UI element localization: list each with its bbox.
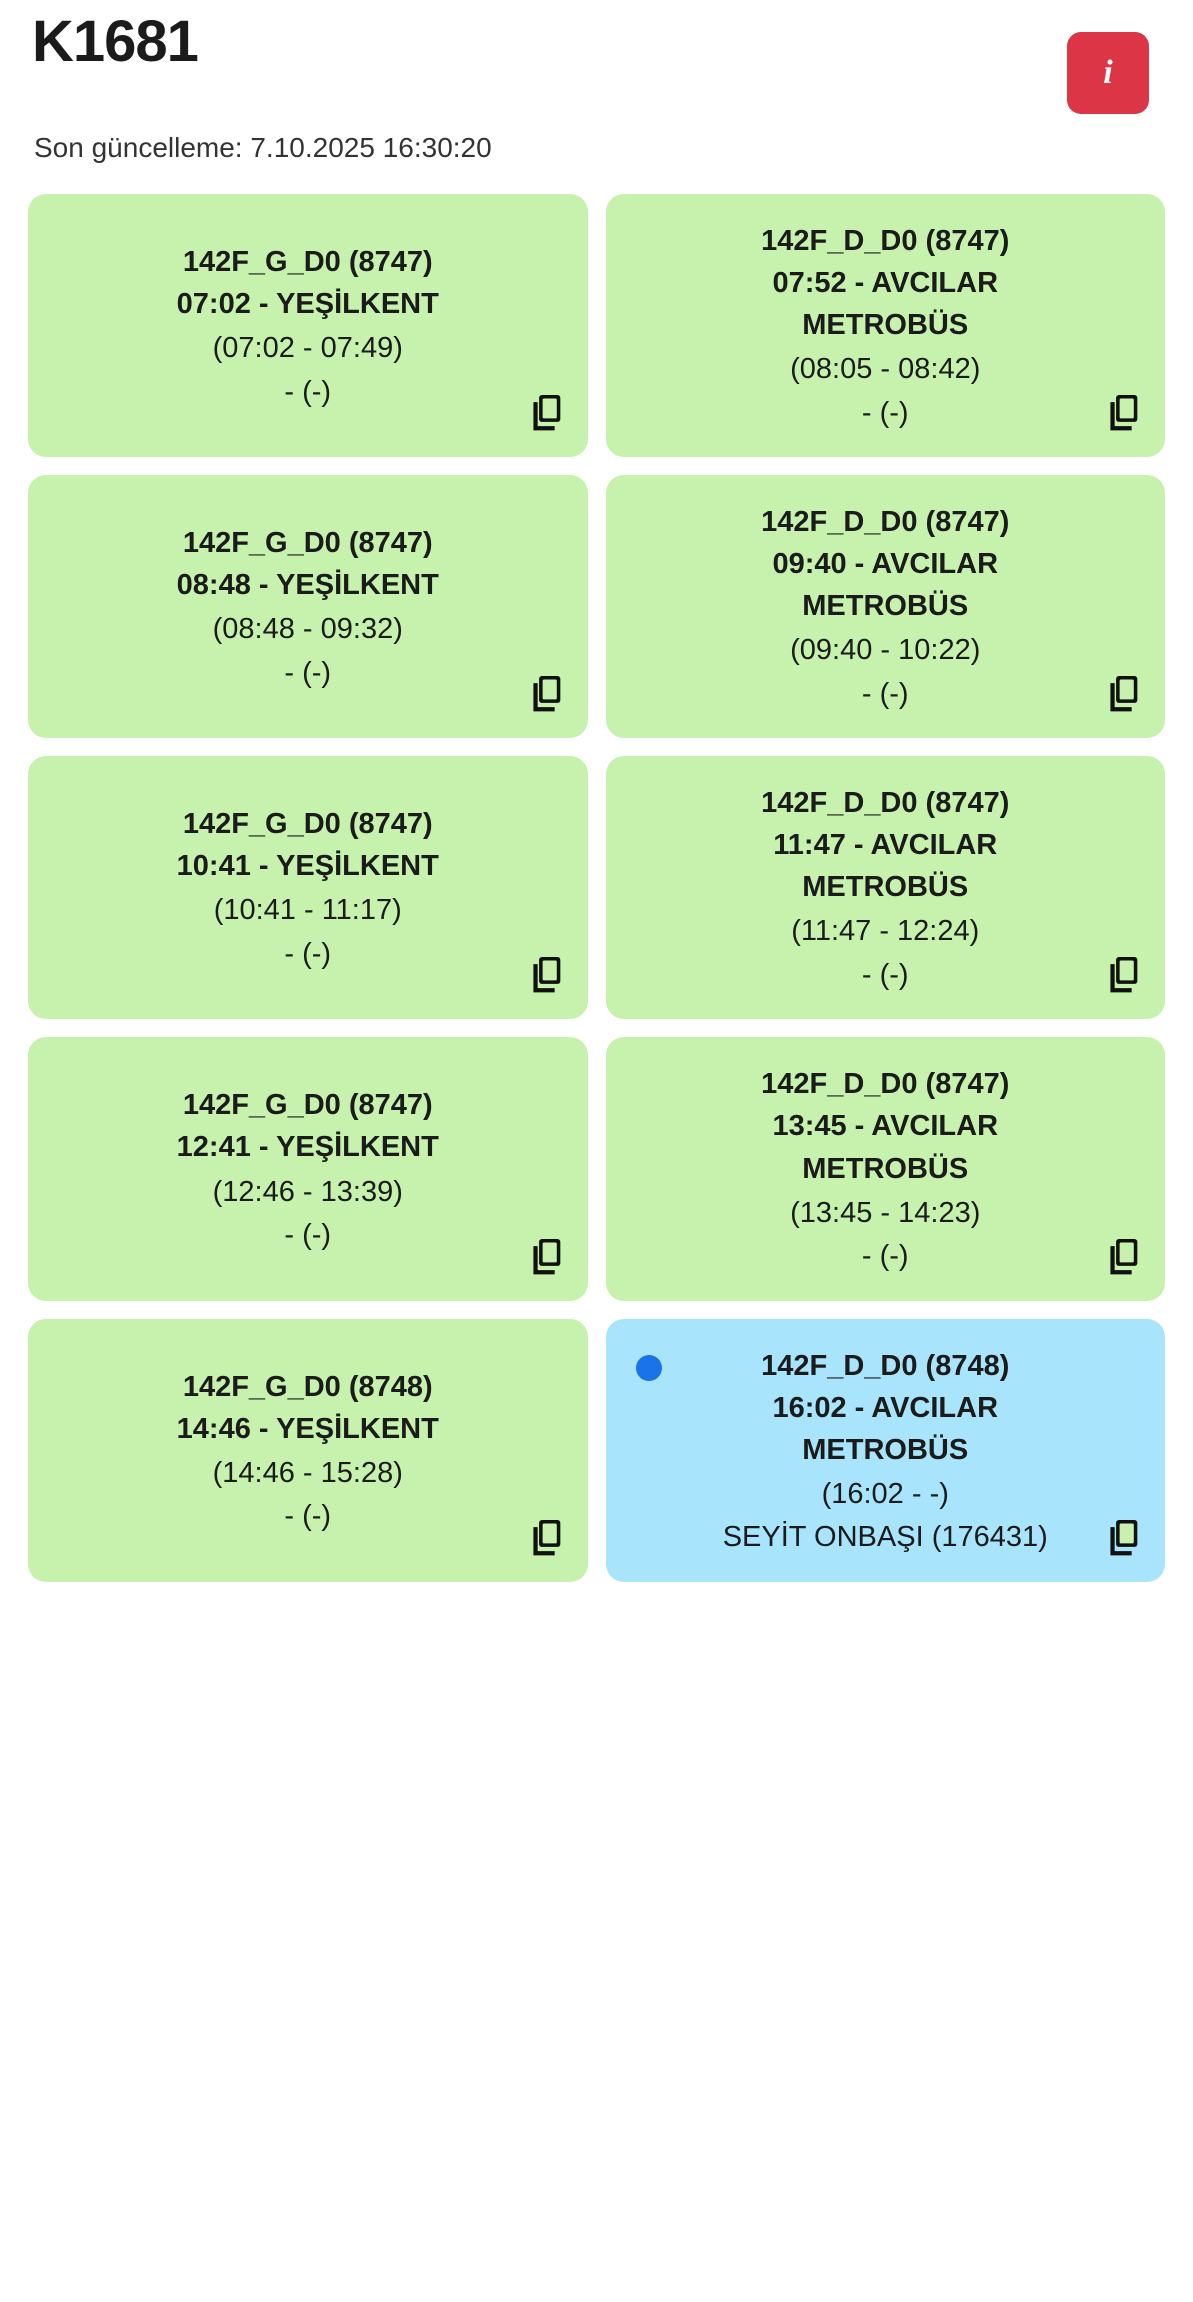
copy-icon[interactable]	[532, 1518, 566, 1556]
trip-card[interactable]	[28, 1319, 588, 1582]
trip-route: 08:48 - YEŞİLKENT	[176, 569, 439, 602]
trip-card[interactable]	[28, 194, 588, 457]
trip-card[interactable]	[606, 1319, 1166, 1582]
trip-route: 16:02 - AVCILAR METROBÜS	[772, 1391, 999, 1466]
page-title: K1681	[32, 9, 198, 74]
trip-window: (08:48 - 09:32)	[212, 613, 403, 646]
trip-route: 13:45 - AVCILAR METROBÜS	[772, 1110, 999, 1185]
trip-route: 11:47 - AVCILAR METROBÜS	[773, 829, 998, 904]
trip-route: 14:46 - YEŞİLKENT	[176, 1412, 439, 1445]
trip-route: 10:41 - YEŞİLKENT	[176, 850, 439, 883]
trip-window: (13:45 - 14:23)	[790, 1196, 981, 1229]
copy-icon[interactable]	[1109, 1237, 1143, 1275]
copy-icon[interactable]	[532, 955, 566, 993]
copy-icon[interactable]	[1109, 674, 1143, 712]
trip-code: 142F_G_D0 (8748)	[182, 1370, 433, 1403]
active-status-dot-icon	[636, 1355, 662, 1381]
trip-window: (14:46 - 15:28)	[212, 1456, 403, 1489]
trip-driver: - (-)	[861, 1240, 909, 1273]
copy-icon[interactable]	[532, 674, 566, 712]
trip-code: 142F_D_D0 (8747)	[761, 1068, 1010, 1101]
trip-window: (16:02 - -)	[821, 1477, 949, 1510]
trip-card[interactable]	[606, 756, 1166, 1019]
trip-driver: - (-)	[284, 1500, 332, 1533]
trip-card[interactable]	[28, 756, 588, 1019]
copy-icon[interactable]	[532, 393, 566, 431]
trip-code: 142F_D_D0 (8747)	[761, 225, 1010, 257]
trip-code: 142F_D_D0 (8747)	[761, 506, 1010, 539]
trip-window: (09:40 - 10:22)	[790, 634, 981, 667]
trip-window: (12:46 - 13:39)	[212, 1175, 403, 1208]
trip-driver: - (-)	[861, 958, 909, 991]
copy-icon[interactable]	[532, 1237, 566, 1275]
trip-card-grid	[28, 194, 1165, 1582]
trip-window: (10:41 - 11:17)	[213, 894, 402, 927]
trip-driver: - (-)	[861, 677, 909, 710]
trip-driver: - (-)	[861, 396, 909, 429]
trip-code: 142F_G_D0 (8747)	[182, 246, 433, 279]
trip-window: (11:47 - 12:24)	[791, 915, 980, 948]
trip-card[interactable]	[28, 475, 588, 738]
trip-code: 142F_G_D0 (8747)	[182, 808, 433, 841]
trip-code: 142F_G_D0 (8747)	[182, 527, 433, 560]
trip-driver: SEYİT ONBAŞI (176431)	[722, 1521, 1048, 1554]
copy-icon[interactable]	[1109, 955, 1143, 993]
trip-driver: - (-)	[284, 937, 332, 970]
copy-icon[interactable]	[1109, 393, 1143, 431]
trip-route: 07:02 - YEŞİLKENT	[176, 288, 439, 321]
trip-code: 142F_D_D0 (8748)	[761, 1349, 1010, 1382]
last-update-text: Son güncelleme: 7.10.2025 16:30:20	[34, 132, 492, 163]
trip-window: (07:02 - 07:49)	[212, 332, 403, 365]
trip-card[interactable]	[606, 1037, 1166, 1300]
trip-route: 09:40 - AVCILAR METROBÜS	[772, 548, 999, 623]
info-button[interactable]: i	[1067, 32, 1149, 114]
trip-card[interactable]	[606, 475, 1166, 738]
trip-card[interactable]	[606, 194, 1166, 457]
trip-route: 07:52 - AVCILAR METROBÜS	[772, 267, 999, 342]
copy-icon[interactable]	[1109, 1518, 1143, 1556]
trip-driver: - (-)	[284, 1219, 332, 1252]
trip-card[interactable]	[28, 1037, 588, 1300]
trip-window: (08:05 - 08:42)	[790, 353, 981, 386]
header	[28, 0, 1165, 114]
trip-route: 12:41 - YEŞİLKENT	[176, 1131, 439, 1164]
trip-code: 142F_D_D0 (8747)	[761, 787, 1010, 820]
trip-code: 142F_G_D0 (8747)	[182, 1089, 433, 1122]
trip-driver: - (-)	[284, 375, 332, 408]
trip-driver: - (-)	[284, 656, 332, 689]
